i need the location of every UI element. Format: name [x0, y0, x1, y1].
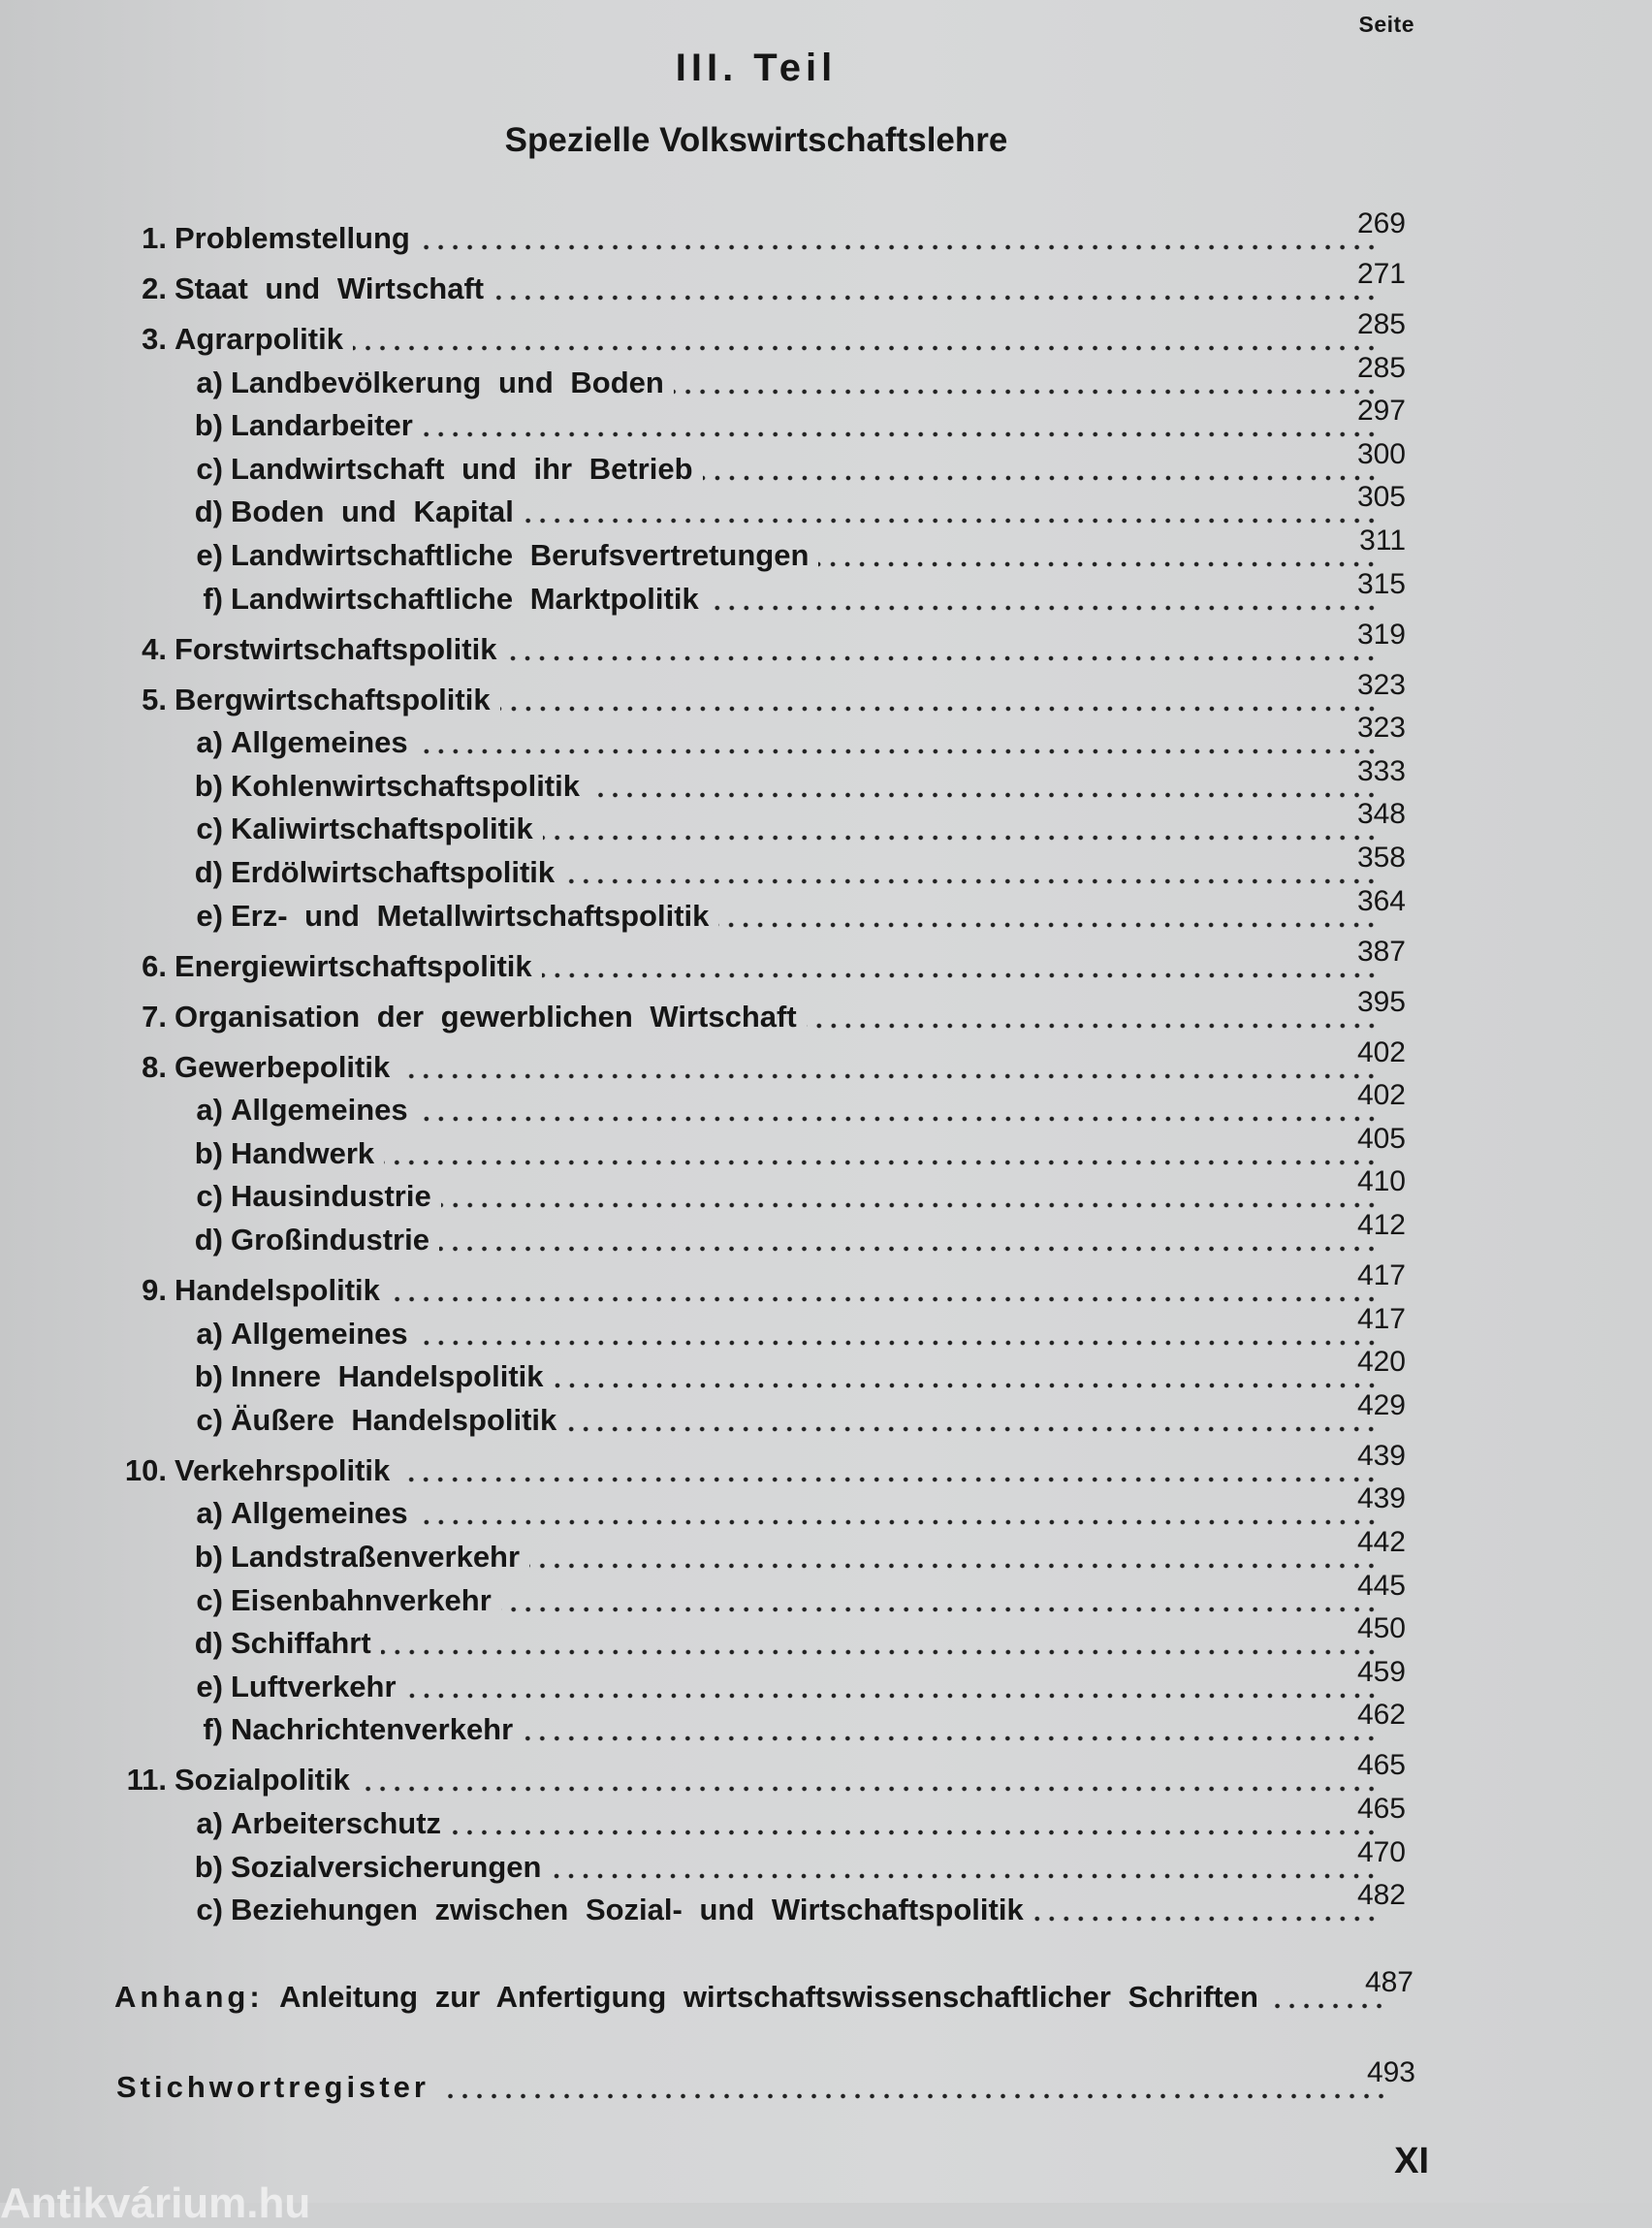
toc-entry-number: c)	[196, 451, 223, 486]
toc-entry-page: 311	[1359, 525, 1406, 557]
toc-entry-label: Handelspolitik	[175, 1273, 380, 1307]
dot-leader	[418, 1518, 1379, 1526]
toc-entry-number: b)	[194, 1849, 223, 1884]
toc-entry-label: Landwirtschaftliche Marktpolitik	[231, 581, 699, 616]
dot-leader	[718, 921, 1379, 929]
dot-leader	[542, 971, 1379, 979]
toc-entry-page: 412	[1356, 1209, 1406, 1241]
watermark: Antikvárium.hu	[0, 2180, 311, 2227]
toc-entry-page: 364	[1356, 884, 1406, 917]
toc-entry-label: Landstraßenverkehr	[231, 1540, 521, 1574]
toc-entry-page: 305	[1356, 481, 1406, 514]
toc-entry-label: Energiewirtschaftspolitik	[175, 948, 532, 983]
toc-entry-number: a)	[196, 365, 223, 399]
toc-entry-index[interactable]	[116, 2056, 1415, 2113]
toc-entry-label: Problemstellung	[175, 221, 410, 255]
dot-leader	[353, 344, 1379, 352]
dot-leader	[439, 2092, 1388, 2100]
toc-entry[interactable]	[107, 1655, 1406, 1712]
toc-entry-label: Nachrichtenverkehr	[231, 1712, 514, 1747]
dot-leader	[384, 1159, 1379, 1166]
toc-entry-page: 285	[1356, 308, 1406, 340]
toc-entry-page: 323	[1356, 712, 1406, 745]
toc-entry-label: Agrarpolitik	[175, 322, 343, 356]
toc-entry-label: Handwerk	[231, 1135, 375, 1170]
toc-entry-number: a)	[196, 725, 223, 760]
toc-entry-number: e)	[196, 1669, 223, 1703]
toc-entry-number: 4.	[142, 631, 167, 666]
toc-entry[interactable]	[107, 258, 1406, 314]
toc-entry[interactable]	[107, 1749, 1406, 1805]
toc-entry-page: 285	[1356, 351, 1406, 384]
toc-entry-page: 417	[1356, 1302, 1406, 1335]
toc-entry-page: 269	[1356, 207, 1406, 239]
toc-entry[interactable]	[107, 1439, 1406, 1496]
toc-entry-label: Großindustrie	[231, 1223, 429, 1257]
toc-entry-number: a)	[196, 1316, 223, 1351]
toc-entry-label: Allgemeines	[231, 1496, 408, 1531]
toc-entry-number: c)	[196, 1893, 223, 1927]
toc-entry[interactable]	[107, 1879, 1406, 1935]
toc-entry-label: Innere Handelspolitik	[231, 1359, 544, 1394]
toc-entry-number: 9.	[142, 1273, 167, 1307]
toc-entry-page: 439	[1356, 1439, 1406, 1472]
toc-entry[interactable]	[107, 1346, 1406, 1402]
toc-entry-page: 402	[1356, 1035, 1406, 1068]
toc-entry-number: d)	[194, 855, 223, 889]
toc-entry-page: 465	[1356, 1793, 1406, 1825]
toc-entry[interactable]	[107, 1793, 1406, 1849]
toc-entry-page: 402	[1356, 1079, 1406, 1112]
toc-entry-page: 315	[1356, 567, 1406, 600]
dot-leader	[418, 1339, 1379, 1347]
toc-entry[interactable]	[107, 1612, 1406, 1669]
toc-entry[interactable]	[107, 1482, 1406, 1539]
page-folio: XI	[1394, 2141, 1429, 2181]
toc-entry-page: 271	[1356, 258, 1406, 290]
toc-entry-number: 11.	[126, 1763, 167, 1798]
dot-leader	[500, 705, 1379, 713]
toc-entry[interactable]	[107, 1209, 1406, 1265]
toc-entry-page: 493	[1366, 2056, 1415, 2088]
dot-leader	[543, 834, 1379, 842]
dot-leader	[589, 791, 1379, 799]
toc-entry-number: 6.	[142, 948, 167, 983]
toc-entry-number: b)	[194, 1359, 223, 1394]
toc-entry-label: Eisenbahnverkehr	[231, 1582, 492, 1617]
toc-entry[interactable]	[107, 712, 1406, 768]
toc-entry[interactable]	[107, 395, 1406, 451]
toc-entry-number: e)	[196, 898, 223, 933]
toc-entry[interactable]	[107, 207, 1406, 264]
dot-leader	[451, 1829, 1379, 1836]
toc-entry-number: 1.	[142, 221, 167, 255]
toc-entry-page: 482	[1356, 1879, 1406, 1912]
toc-entry-page: 300	[1356, 437, 1406, 470]
toc-entry-number: 3.	[142, 322, 167, 356]
toc-entry-label: Allgemeines	[231, 1093, 408, 1128]
toc-entry[interactable]	[107, 985, 1406, 1042]
toc-entry[interactable]	[107, 1165, 1406, 1222]
toc-entry[interactable]	[107, 1079, 1406, 1135]
toc-entry-number: b)	[194, 1540, 223, 1574]
toc-entry-label: Arbeiterschutz	[231, 1806, 442, 1840]
toc-entry-number: a)	[196, 1093, 223, 1128]
toc-entry-label: Allgemeines	[231, 1316, 408, 1351]
toc-entry-label: Schiffahrt	[231, 1626, 371, 1661]
dot-leader	[390, 1295, 1379, 1303]
toc-entry-number: d)	[194, 1626, 223, 1661]
dot-leader	[506, 654, 1379, 662]
toc-entry-page: 410	[1356, 1165, 1406, 1198]
toc-entry-label: Sozialpolitik	[175, 1763, 350, 1798]
dot-leader	[1033, 1915, 1379, 1923]
dot-leader	[554, 1382, 1379, 1389]
toc-entry-number: d)	[194, 494, 223, 529]
toc-entry-page: 445	[1356, 1569, 1406, 1602]
toc-entry-label: Hausindustrie	[231, 1179, 431, 1214]
dot-leader	[423, 430, 1379, 438]
toc-entry[interactable]	[107, 1259, 1406, 1316]
toc-entry-number: 8.	[142, 1049, 167, 1084]
toc-entry-number: d)	[194, 1223, 223, 1257]
toc-entry-page: 405	[1356, 1122, 1406, 1155]
toc-entry-label	[114, 1980, 1268, 2015]
index-title: Stichwortregister	[116, 2070, 429, 2104]
toc-entry[interactable]	[107, 525, 1406, 581]
toc-entry-label: Sozialversicherungen	[231, 1849, 542, 1884]
dot-leader	[807, 1022, 1379, 1030]
toc-entry-page: 297	[1356, 395, 1406, 428]
part-subtitle: Spezielle Volkswirtschaftslehre	[504, 121, 1008, 159]
toc-entry[interactable]	[107, 935, 1406, 992]
toc-entry-number: e)	[196, 538, 223, 572]
toc-entry[interactable]	[107, 1122, 1406, 1179]
toc-entry-number: b)	[194, 1135, 223, 1170]
dot-leader	[564, 877, 1379, 885]
toc-entry-label: Gewerbepolitik	[175, 1049, 391, 1084]
toc-entry[interactable]	[107, 1526, 1406, 1582]
dot-leader	[1268, 2002, 1386, 2010]
appendix-prefix: Anhang:	[114, 1980, 264, 2014]
toc-entry[interactable]	[107, 668, 1406, 725]
toc-entry[interactable]	[107, 1388, 1406, 1446]
dot-leader	[399, 1072, 1379, 1080]
toc-entry-page: 420	[1356, 1346, 1406, 1379]
toc-entry[interactable]	[107, 884, 1406, 941]
toc-entry-number: 2.	[142, 271, 167, 305]
toc-entry[interactable]	[107, 798, 1406, 854]
toc-entry-number: 7.	[142, 999, 167, 1034]
toc-entry-page: 462	[1356, 1699, 1406, 1732]
dot-leader	[439, 1245, 1379, 1253]
toc-entry-number: c)	[196, 1402, 223, 1437]
toc-entry-number: f)	[203, 581, 223, 616]
toc-entry-page: 417	[1356, 1259, 1406, 1291]
dot-leader	[703, 474, 1379, 482]
appendix-title: Anleitung zur Anfertigung wirtschaftswissenschaftlicher Schriften	[279, 1980, 1258, 2014]
dot-leader	[818, 560, 1379, 568]
dot-leader	[523, 1735, 1379, 1742]
dot-leader	[406, 1692, 1379, 1700]
toc-entry-page: 459	[1356, 1655, 1406, 1688]
toc-entry-page: 429	[1356, 1388, 1406, 1421]
toc-entry-label: Kaliwirtschaftspolitik	[231, 812, 533, 846]
dot-leader	[674, 388, 1379, 396]
toc-entry-number: 5.	[142, 682, 167, 716]
toc-entry[interactable]	[107, 351, 1406, 408]
toc-entry-label: Forstwirtschaftspolitik	[175, 631, 497, 666]
dot-leader	[360, 1785, 1379, 1793]
toc-entry-page: 323	[1356, 668, 1406, 701]
toc-entry-label: Erz- und Metallwirtschaftspolitik	[231, 898, 710, 933]
toc-entry-page: 487	[1364, 1966, 1414, 1998]
toc-entry-number: b)	[194, 408, 223, 443]
toc-entry-page: 348	[1356, 798, 1406, 831]
toc-entry-label: Landarbeiter	[231, 408, 413, 443]
dot-leader	[524, 517, 1379, 525]
toc-entry-number: c)	[196, 1179, 223, 1214]
dot-leader	[381, 1648, 1379, 1656]
toc-entry-page: 333	[1356, 754, 1406, 787]
toc-entry-label: Erdölwirtschaftspolitik	[231, 855, 556, 889]
toc-entry-label: Luftverkehr	[231, 1669, 397, 1703]
toc-entry[interactable]	[107, 308, 1406, 365]
part-title: III. Teil	[675, 47, 838, 89]
toc-entry-page: 450	[1356, 1612, 1406, 1645]
toc-entry-number: a)	[196, 1806, 223, 1840]
dot-leader	[418, 1115, 1379, 1123]
dot-leader	[420, 243, 1379, 251]
toc-entry[interactable]	[107, 1569, 1406, 1626]
toc-entry-label: Beziehungen zwischen Sozial- und Wirtschaftspolitik	[231, 1893, 1024, 1927]
toc-entry-appendix[interactable]	[114, 1966, 1414, 2022]
toc-entry-number: c)	[196, 812, 223, 846]
dot-leader	[399, 1476, 1379, 1483]
toc-entry[interactable]	[107, 754, 1406, 812]
toc-entry-number: f)	[203, 1712, 223, 1747]
toc-entry-page: 465	[1356, 1749, 1406, 1782]
toc-entry-label: Boden und Kapital	[231, 494, 514, 529]
toc-entry-label: Kohlenwirtschaftspolitik	[231, 768, 580, 803]
dot-leader	[501, 1606, 1379, 1613]
toc-entry-label: Staat und Wirtschaft	[175, 271, 485, 305]
dot-leader	[709, 604, 1379, 612]
toc-entry-number: 10.	[124, 1452, 167, 1487]
toc-entry-label: Verkehrspolitik	[175, 1452, 391, 1487]
dot-leader	[418, 748, 1379, 755]
toc-entry-page: 442	[1356, 1526, 1406, 1558]
toc-entry-label: Bergwirtschaftspolitik	[175, 682, 491, 716]
toc-entry-label: Landwirtschaft und ihr Betrieb	[231, 451, 693, 486]
dot-leader	[551, 1872, 1379, 1880]
toc-entry[interactable]	[107, 1035, 1406, 1093]
toc-entry-number: b)	[194, 768, 223, 803]
page-column-heading: Seite	[1358, 12, 1414, 37]
toc-entry-page: 319	[1356, 618, 1406, 651]
toc-entry-page: 358	[1356, 842, 1406, 874]
toc-entry-page: 387	[1356, 935, 1406, 968]
toc-entry-page: 439	[1356, 1482, 1406, 1515]
toc-entry[interactable]	[107, 567, 1406, 624]
dot-leader	[529, 1562, 1379, 1570]
toc-entry[interactable]	[107, 481, 1406, 537]
toc-entry[interactable]	[107, 842, 1406, 898]
toc-entry-page: 395	[1356, 985, 1406, 1018]
toc-entry-label: Allgemeines	[231, 725, 408, 760]
toc-entry-label: Äußere Handelspolitik	[231, 1402, 557, 1437]
toc-entry-page: 470	[1356, 1835, 1406, 1868]
toc-entry-number: a)	[196, 1496, 223, 1531]
toc-entry-number: c)	[196, 1582, 223, 1617]
toc-entry[interactable]	[107, 1699, 1406, 1755]
dot-leader	[566, 1425, 1379, 1433]
toc-entry-label: Organisation der gewerblichen Wirtschaft	[175, 999, 797, 1034]
toc-entry[interactable]	[107, 1835, 1406, 1893]
toc-entry[interactable]	[107, 618, 1406, 675]
dot-leader	[441, 1201, 1379, 1209]
toc-entry[interactable]	[107, 1302, 1406, 1359]
dot-leader	[493, 294, 1379, 302]
toc-entry-label: Landbevölkerung und Boden	[231, 365, 664, 399]
toc-entry-label: Landwirtschaftliche Berufsvertretungen	[231, 538, 810, 572]
toc-entry[interactable]	[107, 437, 1406, 494]
